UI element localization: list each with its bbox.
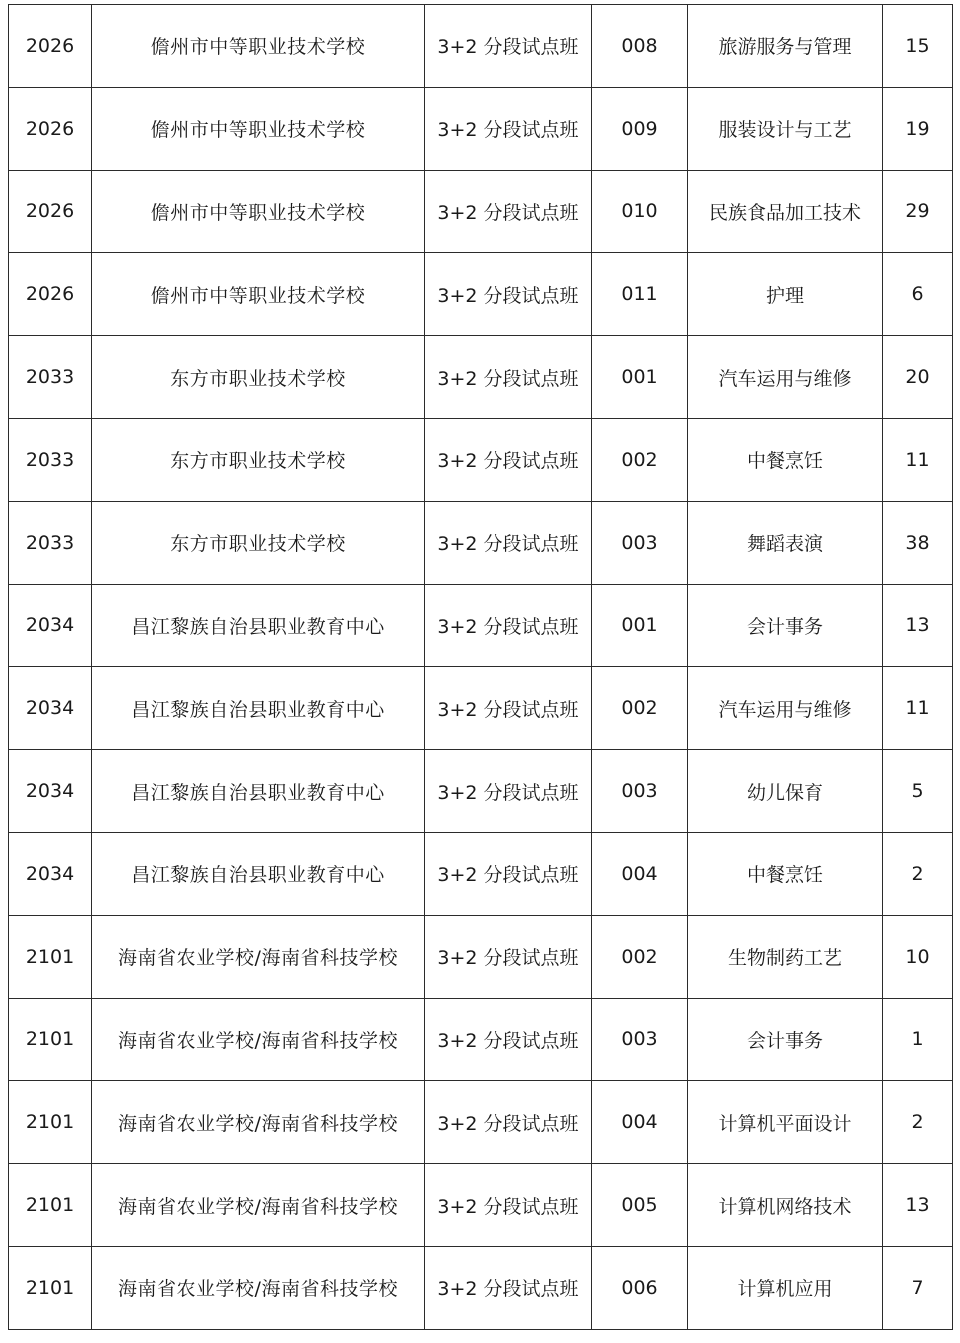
major-code-cell: 003: [592, 750, 688, 833]
school-name-cell: 东方市职业技术学校: [92, 336, 425, 419]
major-name-cell: 护理: [688, 253, 883, 336]
major-code-cell: 002: [592, 915, 688, 998]
class-type-cell: 3+2 分段试点班: [425, 5, 592, 88]
major-name-cell: 计算机平面设计: [688, 1081, 883, 1164]
school-name-cell: 儋州市中等职业技术学校: [92, 253, 425, 336]
table-row: [9, 1164, 953, 1247]
class-type-cell: 3+2 分段试点班: [425, 584, 592, 667]
class-type-cell: 3+2 分段试点班: [425, 87, 592, 170]
major-name-cell: 汽车运用与维修: [688, 667, 883, 750]
major-name-cell: 民族食品加工技术: [688, 170, 883, 253]
major-name-cell: 计算机网络技术: [688, 1164, 883, 1247]
enrollment-count-cell: 11: [883, 418, 953, 501]
school-code-cell: 2033: [9, 418, 92, 501]
class-type-cell: 3+2 分段试点班: [425, 1081, 592, 1164]
school-name-cell: 儋州市中等职业技术学校: [92, 87, 425, 170]
major-code-cell: 008: [592, 5, 688, 88]
class-type-cell: 3+2 分段试点班: [425, 418, 592, 501]
class-type-cell: 3+2 分段试点班: [425, 1246, 592, 1329]
major-code-cell: 001: [592, 336, 688, 419]
class-type-cell: 3+2 分段试点班: [425, 998, 592, 1081]
school-code-cell: 2101: [9, 915, 92, 998]
major-code-cell: 005: [592, 1164, 688, 1247]
school-code-cell: 2026: [9, 87, 92, 170]
school-name-cell: 海南省农业学校/海南省科技学校: [92, 1081, 425, 1164]
table-row: [9, 501, 953, 584]
school-code-cell: 2034: [9, 832, 92, 915]
school-name-cell: 儋州市中等职业技术学校: [92, 5, 425, 88]
school-code-cell: 2034: [9, 750, 92, 833]
major-code-cell: 006: [592, 1246, 688, 1329]
class-type-cell: 3+2 分段试点班: [425, 501, 592, 584]
enrollment-count-cell: 38: [883, 501, 953, 584]
school-code-cell: 2033: [9, 336, 92, 419]
class-type-cell: 3+2 分段试点班: [425, 915, 592, 998]
enrollment-table: [8, 4, 953, 1330]
table-row: [9, 915, 953, 998]
table-row: [9, 336, 953, 419]
school-name-cell: 昌江黎族自治县职业教育中心: [92, 750, 425, 833]
major-name-cell: 舞蹈表演: [688, 501, 883, 584]
enrollment-count-cell: 13: [883, 1164, 953, 1247]
table-row: [9, 998, 953, 1081]
major-name-cell: 会计事务: [688, 998, 883, 1081]
school-name-cell: 东方市职业技术学校: [92, 418, 425, 501]
class-type-cell: 3+2 分段试点班: [425, 750, 592, 833]
table-row: [9, 5, 953, 88]
table-row: [9, 87, 953, 170]
class-type-cell: 3+2 分段试点班: [425, 667, 592, 750]
enrollment-table-container: [8, 4, 952, 1330]
table-row: [9, 667, 953, 750]
major-name-cell: 汽车运用与维修: [688, 336, 883, 419]
table-row: [9, 418, 953, 501]
school-name-cell: 昌江黎族自治县职业教育中心: [92, 832, 425, 915]
class-type-cell: 3+2 分段试点班: [425, 1164, 592, 1247]
enrollment-count-cell: 29: [883, 170, 953, 253]
table-body: [9, 5, 953, 1330]
major-code-cell: 001: [592, 584, 688, 667]
major-name-cell: 服装设计与工艺: [688, 87, 883, 170]
school-code-cell: 2101: [9, 1164, 92, 1247]
class-type-cell: 3+2 分段试点班: [425, 170, 592, 253]
table-row: [9, 750, 953, 833]
school-name-cell: 海南省农业学校/海南省科技学校: [92, 1246, 425, 1329]
class-type-cell: 3+2 分段试点班: [425, 253, 592, 336]
major-name-cell: 幼儿保育: [688, 750, 883, 833]
major-code-cell: 003: [592, 501, 688, 584]
enrollment-count-cell: 15: [883, 5, 953, 88]
school-name-cell: 海南省农业学校/海南省科技学校: [92, 998, 425, 1081]
school-code-cell: 2101: [9, 998, 92, 1081]
table-row: [9, 253, 953, 336]
school-name-cell: 海南省农业学校/海南省科技学校: [92, 915, 425, 998]
enrollment-count-cell: 5: [883, 750, 953, 833]
class-type-cell: 3+2 分段试点班: [425, 336, 592, 419]
table-row: [9, 1081, 953, 1164]
school-code-cell: 2026: [9, 253, 92, 336]
school-name-cell: 海南省农业学校/海南省科技学校: [92, 1164, 425, 1247]
major-code-cell: 011: [592, 253, 688, 336]
major-code-cell: 003: [592, 998, 688, 1081]
school-code-cell: 2034: [9, 584, 92, 667]
school-name-cell: 东方市职业技术学校: [92, 501, 425, 584]
enrollment-count-cell: 2: [883, 832, 953, 915]
enrollment-count-cell: 20: [883, 336, 953, 419]
table-row: [9, 584, 953, 667]
school-code-cell: 2026: [9, 170, 92, 253]
school-code-cell: 2034: [9, 667, 92, 750]
table-row: [9, 1246, 953, 1329]
school-name-cell: 昌江黎族自治县职业教育中心: [92, 584, 425, 667]
major-code-cell: 004: [592, 832, 688, 915]
major-name-cell: 旅游服务与管理: [688, 5, 883, 88]
enrollment-count-cell: 1: [883, 998, 953, 1081]
enrollment-count-cell: 10: [883, 915, 953, 998]
major-name-cell: 中餐烹饪: [688, 418, 883, 501]
enrollment-count-cell: 13: [883, 584, 953, 667]
school-name-cell: 儋州市中等职业技术学校: [92, 170, 425, 253]
school-code-cell: 2026: [9, 5, 92, 88]
major-code-cell: 010: [592, 170, 688, 253]
enrollment-count-cell: 6: [883, 253, 953, 336]
major-code-cell: 002: [592, 667, 688, 750]
major-name-cell: 计算机应用: [688, 1246, 883, 1329]
major-name-cell: 中餐烹饪: [688, 832, 883, 915]
enrollment-count-cell: 11: [883, 667, 953, 750]
school-code-cell: 2033: [9, 501, 92, 584]
table-row: [9, 832, 953, 915]
major-name-cell: 会计事务: [688, 584, 883, 667]
enrollment-count-cell: 7: [883, 1246, 953, 1329]
enrollment-count-cell: 19: [883, 87, 953, 170]
enrollment-count-cell: 2: [883, 1081, 953, 1164]
school-name-cell: 昌江黎族自治县职业教育中心: [92, 667, 425, 750]
table-row: [9, 170, 953, 253]
major-name-cell: 生物制药工艺: [688, 915, 883, 998]
major-code-cell: 004: [592, 1081, 688, 1164]
school-code-cell: 2101: [9, 1246, 92, 1329]
school-code-cell: 2101: [9, 1081, 92, 1164]
major-code-cell: 009: [592, 87, 688, 170]
class-type-cell: 3+2 分段试点班: [425, 832, 592, 915]
major-code-cell: 002: [592, 418, 688, 501]
